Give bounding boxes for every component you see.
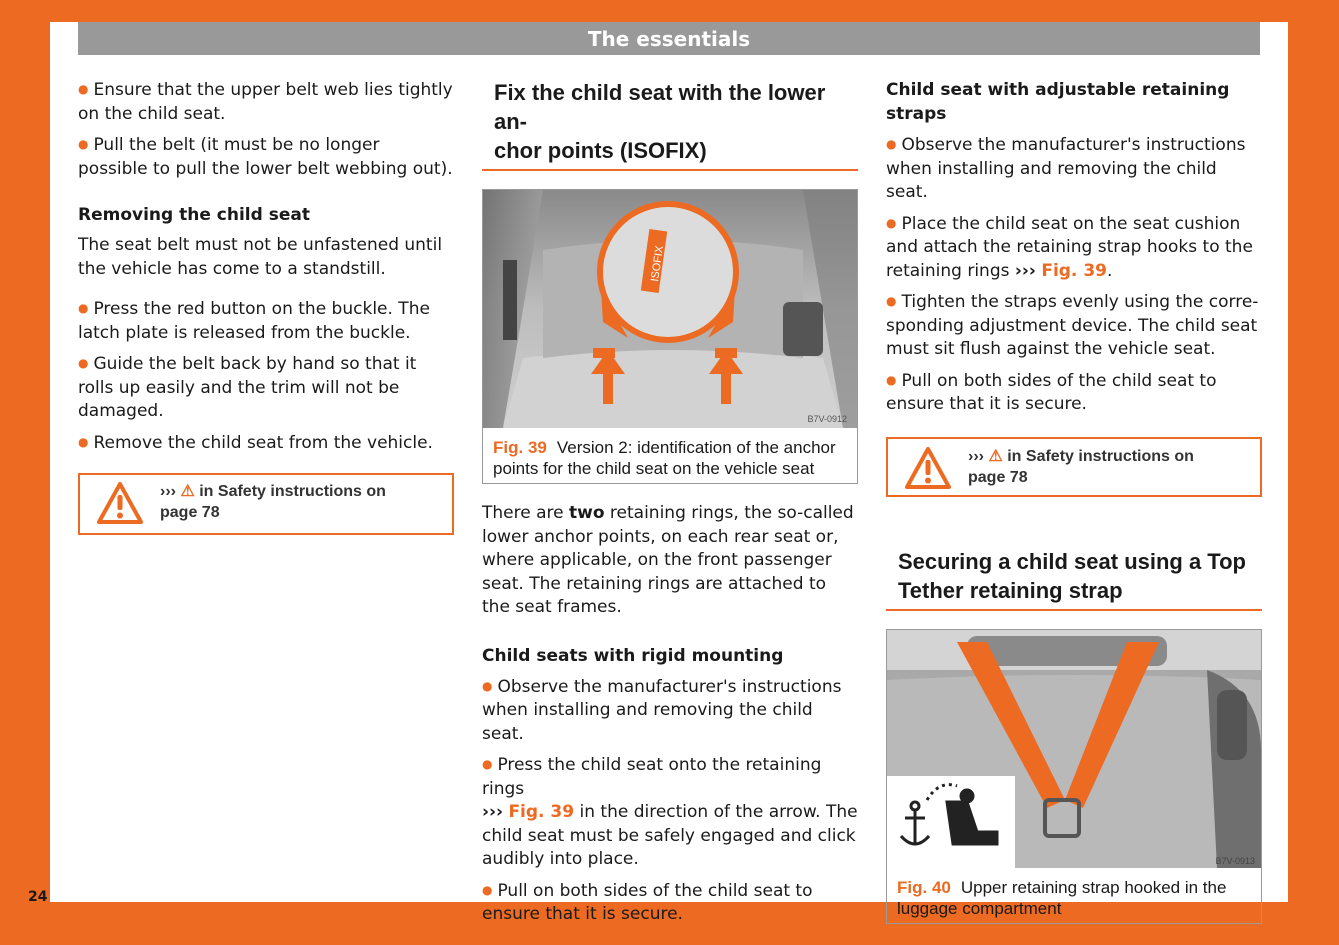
adjustable-straps-heading: Child seat with adjustable retaining straps — [886, 80, 1230, 124]
bullet-icon: ● — [78, 301, 89, 315]
figure-label: Fig. 40 — [897, 877, 951, 897]
top-tether-image — [887, 630, 1261, 868]
figure-39 — [482, 189, 858, 484]
isofix-seat-image — [483, 190, 857, 428]
warning-text: ››› ⚠ in Safety instructions on page 78 — [160, 483, 386, 521]
fig-39-link[interactable]: Fig. 39 — [508, 802, 575, 822]
column-3 — [886, 78, 1262, 924]
list-item: ● Pull on both sides of the child seat to ensure that it is secure. — [482, 880, 813, 924]
safety-link[interactable]: in Safety instructions on — [1007, 447, 1194, 465]
warning-small-icon: ⚠ — [180, 483, 195, 500]
bullet-icon: ● — [886, 372, 897, 387]
page-number: 24 — [28, 889, 48, 905]
list-item: ● Place the child seat on the seat cushion and attach the retaining strap hooks to the retaining rings ››› Fig. 39. — [886, 213, 1253, 281]
figure-40-caption: Fig. 40 Upper retaining strap hooked in the luggage compartment — [897, 877, 1227, 918]
figure-label: Fig. 39 — [493, 438, 547, 457]
top-tether-section-title: Securing a child seat using a Top Tether retaining strap — [886, 547, 1262, 611]
removing-intro: The seat belt must not be unfastened until the vehicle has come to a standstill. — [78, 235, 443, 279]
list-item: ● Observe the manufacturer's instructions when installing and removing the child seat. — [482, 676, 842, 744]
bullet-icon: ● — [886, 137, 897, 151]
bullet-icon: ● — [482, 757, 493, 771]
list-item: ● Ensure that the upper belt web lies tightly on the child seat. — [78, 80, 453, 124]
removing-heading: Removing the child seat — [78, 205, 310, 225]
warning-small-icon: ⚠ — [988, 447, 1003, 465]
warning-box — [78, 473, 454, 535]
bullet-icon: ● — [78, 137, 89, 151]
warning-triangle-icon — [80, 481, 160, 525]
list-item: ● Tighten the straps evenly using the corre-sponding adjustment device. The child seat must sit flush against the vehicle seat. — [886, 292, 1259, 359]
bullet-icon: ● — [78, 356, 89, 370]
column-1 — [78, 78, 454, 535]
safety-page-link[interactable]: page 78 — [968, 468, 1028, 486]
rigid-mounting-heading: Child seats with rigid mounting — [482, 645, 784, 666]
page-header: The essentials — [78, 22, 1260, 55]
bullet-icon: ● — [78, 434, 89, 449]
fig-39-link[interactable]: Fig. 39 — [1041, 260, 1107, 281]
warning-triangle-icon — [888, 446, 968, 490]
bullet-icon: ● — [482, 678, 493, 693]
figure-code: B7V-0912 — [807, 414, 847, 424]
list-item: ● Pull on both sides of the child seat to ensure that it is secure. — [886, 370, 1217, 414]
manual-page — [50, 22, 1288, 924]
bullet-icon: ● — [482, 882, 493, 897]
list-item: ● Guide the belt back by hand so that it rolls up easily and the trim will not be damaged. — [78, 354, 417, 421]
figure-40 — [886, 629, 1262, 924]
list-item: ● Observe the manufacturer's instructions when installing and removing the child seat. — [886, 135, 1246, 202]
list-item: ● Press the red button on the buckle. The latch plate is released from the buckle. — [78, 299, 430, 343]
isofix-section-title: Fix the child seat with the lower an- chor points (ISOFIX) — [482, 78, 858, 171]
isofix-tag: ISOFIX — [649, 245, 666, 283]
bullet-icon: ● — [886, 215, 897, 230]
safety-link[interactable]: in Safety instructions on — [199, 483, 386, 500]
column-2 — [482, 78, 858, 934]
list-item: ● Press the child seat onto the retaining rings ››› Fig. 39 in the direction of the arrow. The child seat must be safely engaged and click audibly into place. — [482, 755, 858, 869]
bullet-icon: ● — [886, 294, 897, 308]
figure-39-caption: Fig. 39 Version 2: identification of the anchor points for the child seat on the vehicle seat — [493, 438, 836, 478]
bullet-icon: ● — [78, 82, 89, 96]
isofix-intro: There are two retaining rings, the so-called lower anchor points, on each rear seat or, where applicable, on the front passenger seat. The retaining rings are attached to the seat frames. — [482, 503, 854, 617]
warning-box — [886, 437, 1262, 497]
safety-page-link[interactable]: page 78 — [160, 504, 220, 521]
list-item: ● Remove the child seat from the vehicle. — [78, 432, 433, 453]
figure-code: B7V-0913 — [1215, 855, 1255, 866]
list-item: ● Pull the belt (it must be no longer possible to pull the lower belt webbing out). — [78, 135, 453, 179]
warning-text: ››› ⚠ in Safety instructions on page 78 — [968, 447, 1194, 486]
